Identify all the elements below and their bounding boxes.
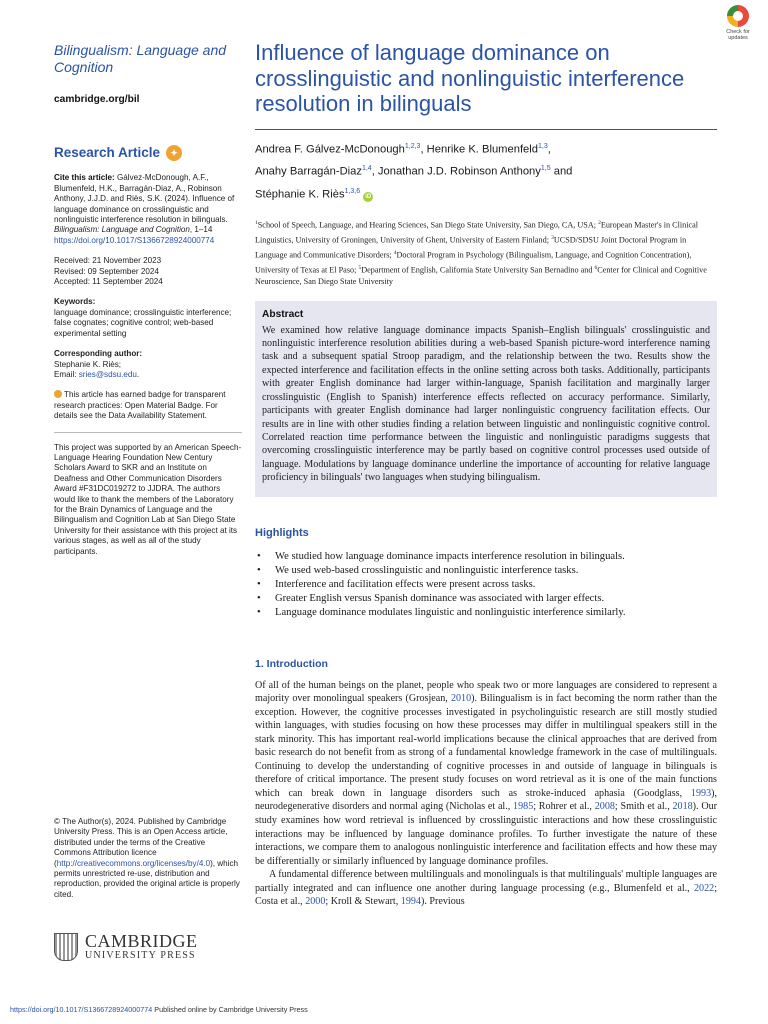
author-name[interactable]: Andrea F. Gálvez-McDonough <box>255 143 405 156</box>
citation-link[interactable]: 2018 <box>672 801 693 813</box>
divider <box>54 432 242 433</box>
citation-link[interactable]: 2010 <box>450 693 472 705</box>
author-sup: 1,3 <box>537 142 548 150</box>
badge-note <box>54 390 242 421</box>
author-sup: 1,5 <box>540 165 551 173</box>
left-sidebar <box>54 42 242 557</box>
text-run: ; Kroll & Stewart, <box>325 896 401 908</box>
affil-text: Department of English, California State University San Bernadino and <box>361 265 595 275</box>
footer-text: Published online by Cambridge University Press <box>152 1005 308 1014</box>
email-end: . <box>136 369 140 379</box>
affil-text: European Master's in Clinical Linguistics, University of Groningen, University of Ghent, University of Eastern Finland; <box>255 220 699 245</box>
highlight-item: • We used web-based crosslinguistic and nonlinguistic interference tasks. <box>255 564 717 578</box>
text-run: ; Rohrer et al., <box>533 801 595 813</box>
received-date: Received: 21 November 2023 <box>54 256 162 266</box>
email-label: Email: <box>54 369 77 379</box>
keywords-block <box>54 297 242 339</box>
citation-link[interactable]: 2008 <box>594 801 615 813</box>
affil-sup: 4 <box>393 249 397 256</box>
intro-paragraph-2 <box>255 868 717 909</box>
citation-link[interactable]: 1985 <box>513 801 534 813</box>
text-run: ; Smith et al., <box>614 801 673 813</box>
highlights-heading: Highlights <box>255 526 309 539</box>
text-run: Of all of the human beings on the planet, people who speak two or more languages are considered to represent a majority over monolingual speakers (Grosjean, <box>255 679 717 705</box>
affil-text: UCSD/SDSU Joint Doctoral Program in Language and Communicative Disorders; <box>255 235 687 260</box>
footer-doi-link[interactable]: https://doi.org/10.1017/S1366728924000774 <box>10 1005 153 1014</box>
text-run: ; Costa et al., <box>255 882 717 908</box>
revised-date: Revised: 09 September 2024 <box>54 266 159 276</box>
cite-label: Cite this article: <box>54 173 115 183</box>
license-link[interactable]: http://creativecommons.org/licenses/by/4.0 <box>56 858 211 868</box>
cite-doi-link[interactable]: https://doi.org/10.1017/S1366728924000774 <box>54 235 215 245</box>
orcid-icon[interactable]: iD <box>365 193 372 200</box>
authors-list: Andrea F. Gálvez-McDonough$^{1,2,3}$, Henrike K. Blumenfeld$^{1,3}$, Anahy Barragán-Diaz$^{1,4}$, Jonathan J.D. Robinson Anthony$^{1,5}$ and Stéphanie K. Riès$^{1,3,6}$ iD <box>255 142 573 201</box>
citation-link[interactable]: 1993 <box>690 787 712 799</box>
main-column <box>255 40 717 909</box>
title-rule <box>255 129 717 130</box>
highlight-item: • We studied how language dominance impacts interference resolution in bilinguals. <box>255 550 717 564</box>
author-name[interactable]: Henrike K. Blumenfeld <box>426 143 538 156</box>
author-sup: 1,4 <box>361 165 372 173</box>
license-after: ), which permits unrestricted re-use, distribution and reproduction, provided the original article is properly cited. <box>54 858 240 899</box>
publisher-logo <box>54 932 198 961</box>
affil-sup: 3 <box>551 234 554 241</box>
author-name[interactable]: Stéphanie K. Riès <box>255 188 345 201</box>
affil-sup: 5 <box>358 264 362 271</box>
corresponding-author <box>54 349 242 380</box>
page-footer <box>10 1005 308 1014</box>
email-link[interactable]: sries@sdsu.edu <box>78 369 137 379</box>
cite-pages: , 1–14 <box>189 225 213 235</box>
cite-journal: Bilingualism: Language and Cognition <box>54 225 190 235</box>
affil-sup: 6 <box>594 264 598 271</box>
open-material-badge-icon <box>54 390 62 398</box>
citation-block <box>54 173 242 246</box>
affil-text: Center for Clinical and Cognitive Neuroscience, San Diego State University <box>255 265 707 287</box>
author-sup: 1,3,6 <box>344 187 361 195</box>
license-before: © The Author(s), 2024. Published by Cambridge University Press. This is an Open Access article, distributed under the terms of the Creative Commons Attribution licence ( <box>54 817 228 868</box>
abstract-heading: Abstract <box>262 308 304 320</box>
intro-paragraph-1 <box>255 679 717 869</box>
text-run: ). Our study examines how word retrieval is influenced by crosslinguistic interactions and how these crosslinguistic interactions may be influenced by language dominance profiles. To further investigate the nature of these interactions, we compare them to analogous nonlinguistic interference and facilitation effects and how these may be differentially or similarly influenced by language dominance profiles. <box>255 801 718 867</box>
affiliations <box>255 217 717 289</box>
affil-sup: 1 <box>255 219 258 226</box>
check-updates-label: Check for updates <box>726 29 750 41</box>
affil-text: Doctoral Program in Psychology (Bilingualism, Language, and Cognition Concentration), University of Texas at El Paso; <box>255 250 692 275</box>
authors-and: and <box>550 165 573 178</box>
journal-name[interactable]: Bilingualism: Language and Cognition <box>54 42 227 75</box>
citation-link[interactable]: 2022 <box>694 882 715 894</box>
text-run: A fundamental difference between multilinguals and monolinguals is that multilinguals' multiple languages are partially integrated and can influence one another during language processing (e.g., Blumenfeld et al., <box>255 869 717 894</box>
license-statement <box>54 817 242 900</box>
corresponding-label: Corresponding author: <box>54 349 143 359</box>
text-run: ). Bilingualism is in fact becoming the norm rather than the exception. However, the cognitive processes investigated in psycholinguistic research are still mostly studied within languages, with studies focusing on how these processes may differ in multilingual speakers still in the stark minority. This has important real-world implications because the clinical approaches that are derived from basic research do not benefit from as strong of a fundamental knowledge framework in the case of multilinguals. Continuing to develop the understanding of cognitive processes in and outside of language in bilinguals is therefore of critical importance. The present study focuses on word retrieval as it is one of the main functions which can break down in language disorders such as stroke-induced aphasia (Goodglass, <box>255 693 717 799</box>
dates-block <box>54 256 242 287</box>
introduction-body <box>255 679 717 909</box>
funding-statement: This project was supported by an American Speech-Language Hearing Foundation New Century Scholars Award to SKR and an Institute on Deafness and Other Communication Disorders Award #F31DC019272 to JJDRA. The authors would like to thank the members of the Laboratory for the Brain Dynamics of Language and the Bilingualism and Cognition Lab at San Diego State University for their assistance with this project at its various stages, as well as all of the study participants. <box>54 442 242 556</box>
text-run: ), neurodegenerative disorders and normal aging (Nicholas et al., <box>255 787 717 813</box>
affil-text: School of Speech, Language, and Hearing Sciences, San Diego State University, San Diego, CA, USA; <box>257 220 599 230</box>
abstract-box <box>255 301 717 497</box>
author-name[interactable]: Jonathan J.D. Robinson Anthony <box>377 165 541 178</box>
article-title: Influence of language dominance on crosslinguistic and nonlinguistic interference resolution in bilinguals <box>255 40 685 116</box>
text-run: ). Previous <box>420 896 465 908</box>
highlights-section <box>255 527 717 620</box>
accepted-date: Accepted: 11 September 2024 <box>54 277 163 287</box>
cite-text: Gálvez-McDonough, A.F., Blumenfeld, H.K., Barragán-Diaz, A., Robinson Anthony, J.J.D. and Riès, S.K. (2024). Influence of language dominance on crosslinguistic and nonlinguistic interference resolution in bilinguals. <box>54 173 235 225</box>
publisher-line2: UNIVERSITY PRESS <box>85 950 196 961</box>
introduction-heading: 1. Introduction <box>255 657 328 670</box>
article-type <box>54 145 242 161</box>
author-sup: 1,2,3 <box>404 142 421 150</box>
check-for-updates-badge[interactable] <box>716 5 760 41</box>
keywords-label: Keywords: <box>54 297 96 307</box>
crossmark-icon <box>727 5 749 27</box>
open-badge-icon: ✦ <box>166 145 182 161</box>
keywords-text: language dominance; crosslinguistic interference; false cognates; cognitive control; web-based experimental setting <box>54 307 232 338</box>
journal-url[interactable]: cambridge.org/bil <box>54 94 140 105</box>
highlight-item: • Interference and facilitation effects were present across tasks. <box>255 578 717 592</box>
publisher-line1: CAMBRIDGE <box>85 931 198 951</box>
citation-link[interactable]: 2000 <box>305 896 326 908</box>
citation-link[interactable]: 1994 <box>400 896 421 908</box>
highlight-item: • Greater English versus Spanish dominance was associated with larger effects. <box>255 592 717 606</box>
corresponding-name: Stephanie K. Riès; <box>54 359 122 369</box>
highlight-item: • Language dominance modulates linguistic and nonlinguistic interference similarly. <box>255 606 717 620</box>
cambridge-shield-icon <box>54 933 78 961</box>
affil-sup: 2 <box>598 219 601 226</box>
article-type-label: Research Article <box>54 145 161 161</box>
author-name[interactable]: Anahy Barragán-Diaz <box>255 165 362 178</box>
badge-note-text: This article has earned badge for transparent research practices: Open Material Badge. For details see the Data Availability Statement. <box>54 390 226 421</box>
abstract-text: We examined how relative language dominance impacts Spanish–English bilinguals' crosslinguistic and nonlinguistic interference resolution abilities during a web-based Spanish picture-word interference naming task and a subsequent spatial Stroop paradigm, and the relationship between the two. Results show the expected interference and facilitation effects in the online setting across both tasks. Additionally, participants with greater English dominance had larger within-language, Spanish facilitation and marginally larger crosslinguistic (English to Spanish) interference effects reflected on accuracy performance. Similarly, participants with greater English dominance had larger nonlinguistic congruency facilitation effects. Our results are in line with other studies finding a relation between linguistic and nonlinguistic cognitive control. Correlated reaction time performance between the linguistic and nonlinguistic paradigms suggests that overcoming crosslinguistic interference may be partly based on cognitive control processes used outside of language. Modulations by language dominance underline the importance of accounting for relative language proficiency in bilinguals' two languages when studying bilingualism. <box>262 324 710 484</box>
